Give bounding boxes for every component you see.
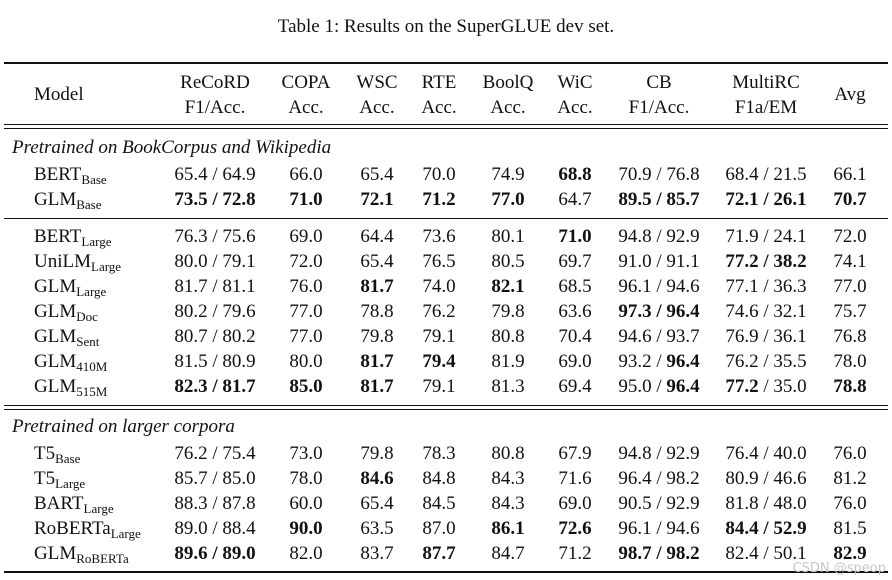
best-score: 72.1 / 26.1 bbox=[725, 189, 807, 210]
score: 87.0 bbox=[422, 518, 456, 539]
section-title: Pretrained on BookCorpus and Wikipedia bbox=[12, 137, 332, 158]
score: 81.2 bbox=[833, 468, 867, 489]
header-sublabel: Acc. bbox=[359, 97, 395, 118]
model-size-subscript: Large bbox=[83, 501, 114, 516]
score: 81.9 bbox=[491, 351, 525, 372]
score: 95.0 / bbox=[618, 376, 667, 397]
table-caption: Table 1: Results on the SuperGLUE dev set. bbox=[277, 16, 615, 37]
section-rule-2 bbox=[4, 409, 888, 410]
score: 81.5 / 80.9 bbox=[174, 351, 256, 372]
header-sublabel: Acc. bbox=[490, 97, 526, 118]
score: 76.0 bbox=[289, 276, 323, 297]
table-row bbox=[0, 466, 892, 491]
model-base-name: UniLM bbox=[34, 251, 91, 272]
table-row bbox=[0, 274, 892, 299]
score: 77.1 / 36.3 bbox=[725, 276, 807, 297]
header-label: ReCoRD bbox=[180, 72, 250, 93]
best-score: 71.2 bbox=[422, 189, 456, 210]
header-label: Avg bbox=[834, 84, 866, 105]
model-name bbox=[34, 299, 98, 324]
score: 74.0 bbox=[422, 276, 456, 297]
model-base-name: T5 bbox=[34, 443, 56, 464]
model-name bbox=[34, 187, 102, 212]
score: 69.4 bbox=[558, 376, 592, 397]
cell-avg bbox=[790, 349, 892, 374]
best-score: 97.3 / 96.4 bbox=[618, 301, 700, 322]
score: 65.4 bbox=[360, 251, 394, 272]
cell-avg bbox=[790, 441, 892, 466]
group-rule bbox=[4, 218, 888, 219]
model-name bbox=[34, 541, 129, 566]
header-label: Model bbox=[34, 84, 84, 105]
best-score: 72.1 bbox=[360, 189, 394, 210]
model-base-name: BART bbox=[34, 493, 84, 514]
score: 74.9 bbox=[491, 164, 525, 185]
best-score: 78.8 bbox=[833, 376, 867, 397]
score: 81.3 bbox=[491, 376, 525, 397]
score: 79.8 bbox=[491, 301, 525, 322]
best-score: 79.4 bbox=[422, 351, 456, 372]
cell-cb bbox=[599, 516, 719, 541]
cell-cb bbox=[599, 491, 719, 516]
model-base-name: GLM bbox=[34, 189, 77, 210]
model-name bbox=[34, 374, 107, 399]
cell-cb bbox=[599, 541, 719, 566]
model-size-subscript: Base bbox=[55, 451, 81, 466]
best-score: 84.4 / 52.9 bbox=[725, 518, 807, 539]
score: 79.1 bbox=[422, 326, 456, 347]
model-size-subscript: Sent bbox=[76, 334, 100, 349]
model-size-subscript: Doc bbox=[76, 309, 98, 324]
best-score: 68.8 bbox=[558, 164, 592, 185]
score: 80.2 / 79.6 bbox=[174, 301, 256, 322]
score: 88.3 / 87.8 bbox=[174, 493, 256, 514]
score: 83.7 bbox=[360, 543, 394, 564]
header-sublabel: Acc. bbox=[288, 97, 324, 118]
cell-cb bbox=[599, 187, 719, 212]
score: 80.8 bbox=[491, 443, 525, 464]
score: 67.9 bbox=[558, 443, 592, 464]
score: 64.4 bbox=[360, 226, 394, 247]
score: 77.0 bbox=[289, 301, 323, 322]
score: 79.8 bbox=[360, 443, 394, 464]
section-title: Pretrained on larger corpora bbox=[12, 416, 235, 437]
table-row bbox=[0, 224, 892, 249]
score: 96.4 / 98.2 bbox=[618, 468, 700, 489]
cell-cb bbox=[599, 466, 719, 491]
cell-avg bbox=[790, 324, 892, 349]
score: 77.0 bbox=[289, 326, 323, 347]
top-rule bbox=[4, 62, 888, 64]
cell-cb bbox=[599, 349, 719, 374]
score: 85.7 / 85.0 bbox=[174, 468, 256, 489]
score: 71.6 bbox=[558, 468, 592, 489]
score: 80.7 / 80.2 bbox=[174, 326, 256, 347]
score: 84.3 bbox=[491, 493, 525, 514]
best-score: 70.7 bbox=[833, 189, 867, 210]
score: 94.8 / 92.9 bbox=[618, 443, 700, 464]
best-score: 82.3 / 81.7 bbox=[174, 376, 256, 397]
model-base-name: T5 bbox=[34, 468, 56, 489]
score: 84.5 bbox=[422, 493, 456, 514]
score: 73.0 bbox=[289, 443, 323, 464]
section-rule-1 bbox=[4, 405, 888, 406]
model-base-name: GLM bbox=[34, 326, 77, 347]
best-score: 89.6 / 89.0 bbox=[174, 543, 256, 564]
score: 78.0 bbox=[833, 351, 867, 372]
header-label: CB bbox=[646, 72, 672, 93]
score: 77.0 bbox=[833, 276, 867, 297]
header-rule-2 bbox=[4, 128, 888, 129]
score: 76.4 / 40.0 bbox=[725, 443, 807, 464]
score: 81.5 bbox=[833, 518, 867, 539]
score: 80.0 bbox=[289, 351, 323, 372]
score: 69.7 bbox=[558, 251, 592, 272]
cell-avg bbox=[790, 162, 892, 187]
score: 60.0 bbox=[289, 493, 323, 514]
best-score: 71.0 bbox=[289, 189, 323, 210]
score: 82.0 bbox=[289, 543, 323, 564]
best-score: 89.5 / 85.7 bbox=[618, 189, 700, 210]
model-size-subscript: Large bbox=[55, 476, 86, 491]
score: 84.3 bbox=[491, 468, 525, 489]
model-name bbox=[34, 466, 85, 491]
score: 80.1 bbox=[491, 226, 525, 247]
score: 66.1 bbox=[833, 164, 867, 185]
model-size-subscript: 410M bbox=[76, 359, 108, 374]
score: 79.8 bbox=[360, 326, 394, 347]
model-name bbox=[34, 349, 107, 374]
score: 74.6 / 32.1 bbox=[725, 301, 807, 322]
cell-avg bbox=[790, 466, 892, 491]
score: 65.4 / 64.9 bbox=[174, 164, 256, 185]
best-score: 82.9 bbox=[833, 543, 867, 564]
score: 76.0 bbox=[833, 493, 867, 514]
score: 81.7 / 81.1 bbox=[174, 276, 256, 297]
score: 63.6 bbox=[558, 301, 592, 322]
score: 69.0 bbox=[289, 226, 323, 247]
cell-avg bbox=[790, 224, 892, 249]
cell-cb bbox=[599, 374, 719, 399]
model-name bbox=[34, 224, 112, 249]
cell-cb bbox=[599, 441, 719, 466]
header-label: WiC bbox=[557, 72, 593, 93]
table-row bbox=[0, 441, 892, 466]
header-sublabel: F1/Acc. bbox=[184, 97, 246, 118]
score: 73.6 bbox=[422, 226, 456, 247]
best-score: 85.0 bbox=[289, 376, 323, 397]
score: 72.0 bbox=[833, 226, 867, 247]
best-score: 73.5 / 72.8 bbox=[174, 189, 256, 210]
cell-cb bbox=[599, 274, 719, 299]
best-score: 82.1 bbox=[491, 276, 525, 297]
table-row bbox=[0, 374, 892, 399]
score: 80.5 bbox=[491, 251, 525, 272]
best-score: 87.7 bbox=[422, 543, 456, 564]
score: 68.4 / 21.5 bbox=[725, 164, 807, 185]
table-row bbox=[0, 299, 892, 324]
table-row bbox=[0, 541, 892, 566]
best-score: 96.4 bbox=[666, 351, 700, 372]
score: 76.9 / 36.1 bbox=[725, 326, 807, 347]
model-size-subscript: Large bbox=[110, 526, 141, 541]
header-sublabel: Acc. bbox=[421, 97, 457, 118]
cell-avg bbox=[790, 516, 892, 541]
score: 80.9 / 46.6 bbox=[725, 468, 807, 489]
header-label: BoolQ bbox=[482, 72, 534, 93]
score: 70.4 bbox=[558, 326, 592, 347]
cell-avg bbox=[790, 299, 892, 324]
best-score: 77.2 / 38.2 bbox=[725, 251, 807, 272]
score: 94.8 / 92.9 bbox=[618, 226, 700, 247]
model-name bbox=[34, 249, 121, 274]
model-size-subscript: Large bbox=[76, 284, 107, 299]
cell-cb bbox=[599, 249, 719, 274]
table-row bbox=[0, 349, 892, 374]
best-score: 72.6 bbox=[558, 518, 592, 539]
best-score: 90.0 bbox=[289, 518, 323, 539]
score: 78.8 bbox=[360, 301, 394, 322]
best-score: 98.7 / 98.2 bbox=[618, 543, 700, 564]
score: 91.0 / 91.1 bbox=[618, 251, 700, 272]
header-sublabel: Acc. bbox=[557, 97, 593, 118]
model-size-subscript: RoBERTa bbox=[76, 551, 129, 566]
model-base-name: GLM bbox=[34, 301, 77, 322]
table-row bbox=[0, 516, 892, 541]
best-score: 77.2 bbox=[725, 376, 759, 397]
header-sublabel: F1a/EM bbox=[734, 97, 798, 118]
bottom-rule bbox=[4, 571, 888, 573]
score: 80.8 bbox=[491, 326, 525, 347]
best-score: 84.6 bbox=[360, 468, 394, 489]
best-score: 81.7 bbox=[360, 351, 394, 372]
best-score: 77.0 bbox=[491, 189, 525, 210]
score: 65.4 bbox=[360, 164, 394, 185]
watermark: CSDN @speop bbox=[792, 561, 886, 576]
score: 70.0 bbox=[422, 164, 456, 185]
model-name bbox=[34, 441, 80, 466]
score: 72.0 bbox=[289, 251, 323, 272]
score: 63.5 bbox=[360, 518, 394, 539]
table-row bbox=[0, 249, 892, 274]
score: 78.3 bbox=[422, 443, 456, 464]
model-size-subscript: Base bbox=[81, 172, 107, 187]
header-cb bbox=[599, 70, 719, 120]
model-base-name: BERT bbox=[34, 226, 82, 247]
table-row bbox=[0, 162, 892, 187]
table-row bbox=[0, 324, 892, 349]
model-base-name: GLM bbox=[34, 276, 77, 297]
score: 90.5 / 92.9 bbox=[618, 493, 700, 514]
cell-cb bbox=[599, 224, 719, 249]
model-name bbox=[34, 516, 141, 541]
header-rule-1 bbox=[4, 124, 888, 125]
score: 64.7 bbox=[558, 189, 592, 210]
score: 65.4 bbox=[360, 493, 394, 514]
model-base-name: GLM bbox=[34, 376, 77, 397]
best-score: 81.7 bbox=[360, 376, 394, 397]
score: 79.1 bbox=[422, 376, 456, 397]
cell-avg bbox=[790, 249, 892, 274]
score: 75.7 bbox=[833, 301, 867, 322]
header-sublabel: F1/Acc. bbox=[628, 97, 690, 118]
score: 76.2 / 75.4 bbox=[174, 443, 256, 464]
model-base-name: GLM bbox=[34, 351, 77, 372]
score: 84.7 bbox=[491, 543, 525, 564]
table-row bbox=[0, 491, 892, 516]
model-name bbox=[34, 162, 107, 187]
score: 84.8 bbox=[422, 468, 456, 489]
score: 96.1 / 94.6 bbox=[618, 276, 700, 297]
score: 76.5 bbox=[422, 251, 456, 272]
score: 94.6 / 93.7 bbox=[618, 326, 700, 347]
model-size-subscript: 515M bbox=[76, 384, 108, 399]
header-label: COPA bbox=[281, 72, 331, 93]
model-size-subscript: Large bbox=[91, 259, 122, 274]
score: / 35.0 bbox=[758, 376, 807, 397]
score: 76.2 bbox=[422, 301, 456, 322]
cell-cb bbox=[599, 162, 719, 187]
model-size-subscript: Large bbox=[81, 234, 112, 249]
table-row bbox=[0, 187, 892, 212]
score: 76.0 bbox=[833, 443, 867, 464]
score: 71.2 bbox=[558, 543, 592, 564]
model-base-name: RoBERTa bbox=[34, 518, 111, 539]
score: 74.1 bbox=[833, 251, 867, 272]
model-base-name: BERT bbox=[34, 164, 82, 185]
score: 76.8 bbox=[833, 326, 867, 347]
score: 96.1 / 94.6 bbox=[618, 518, 700, 539]
cell-cb bbox=[599, 299, 719, 324]
model-name bbox=[34, 324, 99, 349]
score: 70.9 / 76.8 bbox=[618, 164, 700, 185]
score: 78.0 bbox=[289, 468, 323, 489]
cell-avg bbox=[790, 491, 892, 516]
cell-avg bbox=[790, 187, 892, 212]
cell-cb bbox=[599, 324, 719, 349]
model-name bbox=[34, 491, 114, 516]
model-size-subscript: Base bbox=[76, 197, 102, 212]
score: 66.0 bbox=[289, 164, 323, 185]
score: 71.9 / 24.1 bbox=[725, 226, 807, 247]
score: 89.0 / 88.4 bbox=[174, 518, 256, 539]
header-label: RTE bbox=[421, 72, 457, 93]
score: 82.4 / 50.1 bbox=[725, 543, 807, 564]
header-label: WSC bbox=[356, 72, 398, 93]
header-label: MultiRC bbox=[732, 72, 800, 93]
best-score: 71.0 bbox=[558, 226, 592, 247]
score: 76.2 / 35.5 bbox=[725, 351, 807, 372]
model-name bbox=[34, 274, 106, 299]
score: 69.0 bbox=[558, 493, 592, 514]
score: 81.8 / 48.0 bbox=[725, 493, 807, 514]
cell-avg bbox=[790, 374, 892, 399]
score: 68.5 bbox=[558, 276, 592, 297]
score: 80.0 / 79.1 bbox=[174, 251, 256, 272]
score: 76.3 / 75.6 bbox=[174, 226, 256, 247]
cell-avg bbox=[790, 274, 892, 299]
best-score: 96.4 bbox=[666, 376, 700, 397]
score: 93.2 / bbox=[618, 351, 667, 372]
score: 69.0 bbox=[558, 351, 592, 372]
model-base-name: GLM bbox=[34, 543, 77, 564]
best-score: 86.1 bbox=[491, 518, 525, 539]
best-score: 81.7 bbox=[360, 276, 394, 297]
